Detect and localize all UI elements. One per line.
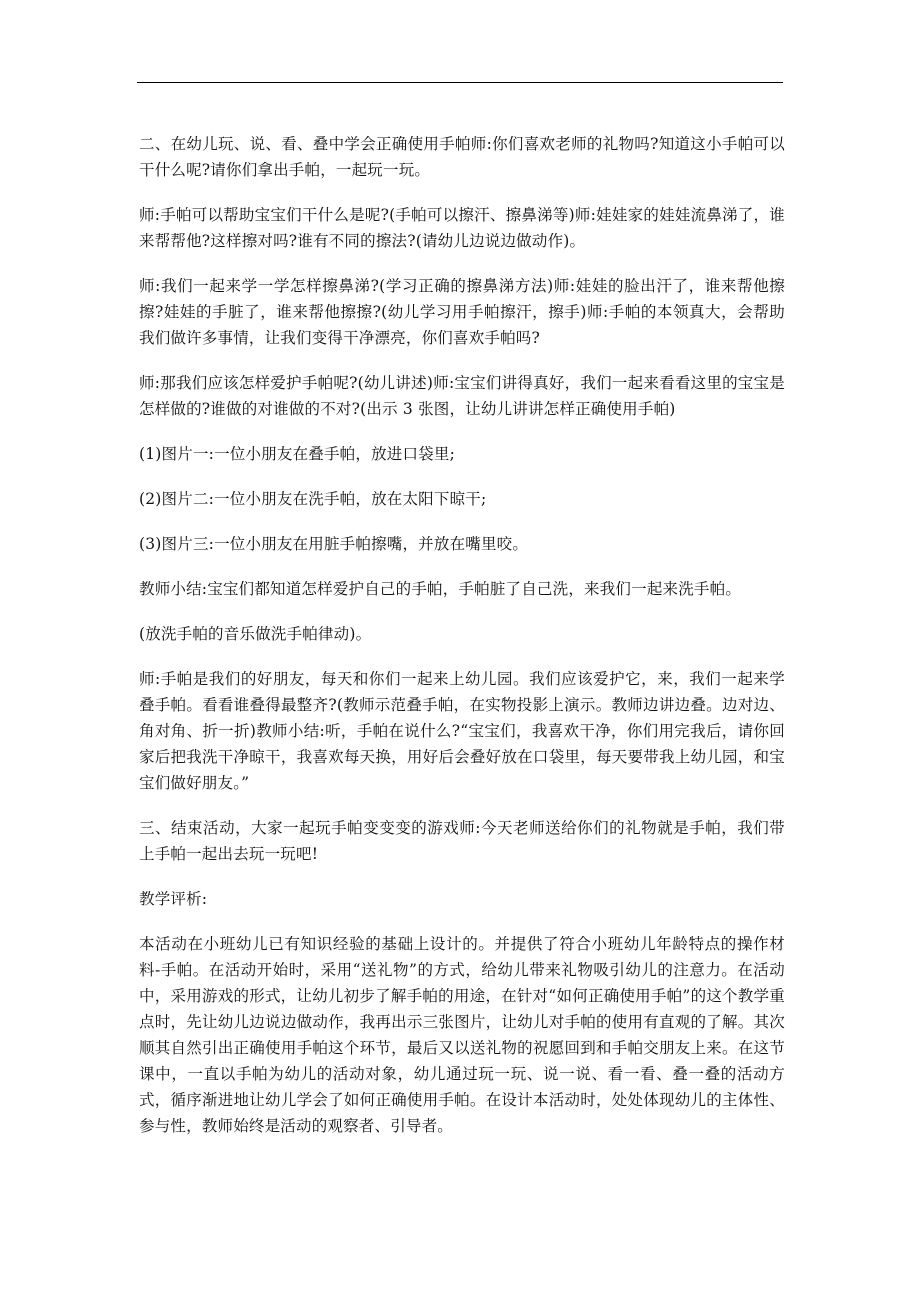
paragraph-teacher-summary: 教师小结:宝宝们都知道怎样爱护自己的手帕，手帕脏了自己洗，来我们一起来洗手帕。 <box>139 580 742 598</box>
paragraph-picture-one: (1)图片一:一位小朋友在叠手帕，放进口袋里; <box>139 445 456 463</box>
paragraph-evaluation-heading: 教学评析: <box>139 890 208 908</box>
paragraph-music-activity: (放洗手帕的音乐做洗手帕律动)。 <box>139 625 372 643</box>
document-body <box>139 131 785 1158</box>
paragraph-folding-handkerchief: 师:手帕是我们的好朋友，每天和你们一起来上幼儿园。我们应该爱护它，来，我们一起来学叠手帕。看看谁叠得最整齐?(教师示范叠手帕，在实物投影上演示。教师边讲边叠。边对边、角对角、折一折)教师小结:听，手帕在说什么?“宝宝们，我喜欢干净，你们用完我后，请你回家后把我洗干净晾干，我喜欢每天换，用好后会叠好放在口袋里，每天要带我上幼儿园，和宝宝们做好朋友。” <box>139 670 785 792</box>
paragraph-handkerchief-uses: 师:手帕可以帮助宝宝们干什么是呢?(手帕可以擦汗、擦鼻涕等)师:娃娃家的娃娃流鼻涕了，谁来帮帮他?这样擦对吗?谁有不同的擦法?(请幼儿边说边做动作)。 <box>139 206 785 250</box>
paragraph-picture-three: (3)图片三:一位小朋友在用脏手帕擦嘴，并放在嘴里咬。 <box>139 535 529 553</box>
paragraph-learn-wiping: 师:我们一起来学一学怎样擦鼻涕?(学习正确的擦鼻涕方法)师:娃娃的脸出汗了，谁来帮他擦擦?娃娃的手脏了，谁来帮他擦擦?(幼儿学习用手帕擦汗，擦手)师:手帕的本领真大，会帮助我们做许多事情，让我们变得干净漂亮，你们喜欢手帕吗? <box>139 277 785 347</box>
paragraph-care-for-handkerchief: 师:那我们应该怎样爱护手帕呢?(幼儿讲述)师:宝宝们讲得真好，我们一起来看看这里的宝宝是怎样做的?谁做的对谁做的不对?(出示 3 张图，让幼儿讲讲怎样正确使用手帕) <box>139 374 785 418</box>
paragraph-section-two-intro: 二、在幼儿玩、说、看、叠中学会正确使用手帕师:你们喜欢老师的礼物吗?知道这小手帕可以干什么呢?请你们拿出手帕，一起玩一玩。 <box>139 135 785 179</box>
header-divider <box>137 82 783 83</box>
paragraph-section-three-ending: 三、结束活动，大家一起玩手帕变变变的游戏师:今天老师送给你们的礼物就是手帕，我们带上手帕一起出去玩一玩吧! <box>139 819 785 863</box>
paragraph-picture-two: (2)图片二:一位小朋友在洗手帕，放在太阳下晾干; <box>139 490 487 508</box>
paragraph-evaluation-body: 本活动在小班幼儿已有知识经验的基础上设计的。并提供了符合小班幼儿年龄特点的操作材料-手帕。在活动开始时，采用“送礼物”的方式，给幼儿带来礼物吸引幼儿的注意力。在活动中，采用游戏的形式，让幼儿初步了解手帕的用途，在针对“如何正确使用手帕”的这个教学重点时，先让幼儿边说边做动作，我再出示三张图片，让幼儿对手帕的使用有直观的了解。其次顺其自然引出正确使用手帕这个环节，最后又以送礼物的祝愿回到和手帕交朋友上来。在这节课中，一直以手帕为幼儿的活动对象，幼儿通过玩一玩、说一说、看一看、叠一叠的活动方式，循序渐进地让幼儿学会了如何正确使用手帕。在设计本活动时，处处体现幼儿的主体性、参与性，教师始终是活动的观察者、引导者。 <box>139 935 785 1135</box>
